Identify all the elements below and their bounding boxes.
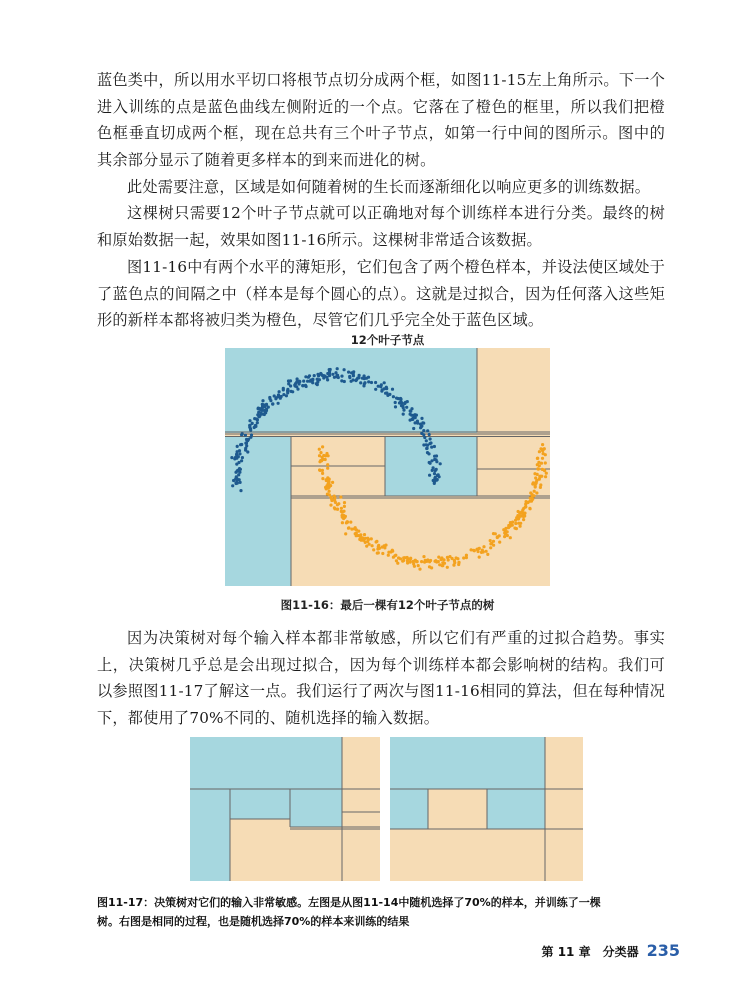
sample-point: [420, 417, 423, 420]
sample-point: [470, 548, 473, 551]
blue-region-middle: [385, 436, 477, 496]
sample-point: [544, 461, 547, 464]
figure-11-17-caption: [97, 893, 697, 931]
sample-point: [372, 548, 375, 551]
sample-point: [358, 538, 361, 541]
sample-point: [405, 406, 408, 409]
sample-point: [529, 491, 532, 494]
sample-point: [367, 380, 370, 383]
sample-point: [231, 484, 234, 487]
sample-point: [435, 468, 438, 471]
sample-point: [355, 532, 358, 535]
sample-point: [538, 450, 541, 453]
sample-point: [324, 486, 327, 489]
sample-point: [342, 510, 345, 513]
sample-point: [380, 383, 383, 386]
paragraph-3: 这棵树只需要12个叶子节点就可以正确地对每个训练样本进行分类。最终的树和原始数据一起，效果如图11-16所示。这棵树非常适合该数据。: [97, 204, 665, 249]
sample-point: [355, 378, 358, 381]
sample-point: [262, 403, 265, 406]
sample-point: [544, 475, 547, 478]
sample-point: [232, 479, 235, 482]
sample-point: [347, 371, 350, 374]
sample-point: [248, 419, 251, 422]
sample-point: [529, 507, 532, 510]
sample-point: [528, 500, 531, 503]
sample-point: [273, 394, 276, 397]
sample-point: [465, 554, 468, 557]
paragraph-2: 此处需要注意，区域是如何随着树的生长而逐渐细化以响应更多的训练数据。: [127, 178, 651, 196]
sample-point: [430, 459, 433, 462]
sample-point: [525, 500, 528, 503]
sample-point: [412, 560, 415, 563]
sample-point: [425, 443, 428, 446]
sample-point: [517, 510, 520, 513]
sample-point: [502, 528, 505, 531]
sample-point: [244, 434, 247, 437]
sample-point: [248, 426, 251, 429]
sample-point: [482, 545, 485, 548]
sample-point: [388, 393, 391, 396]
sample-point: [425, 447, 428, 450]
sample-point: [343, 368, 346, 371]
sample-point: [316, 373, 319, 376]
sample-point: [261, 413, 264, 416]
sample-point: [240, 459, 243, 462]
sample-point: [245, 438, 248, 441]
sample-point: [409, 419, 412, 422]
sample-point: [337, 376, 340, 379]
sample-point: [339, 496, 342, 499]
sample-point: [277, 402, 280, 405]
sample-point: [524, 505, 527, 508]
sample-point: [457, 561, 460, 564]
sample-point: [428, 474, 431, 477]
sample-point: [359, 381, 362, 384]
sample-point: [542, 452, 545, 455]
sample-point: [308, 374, 311, 377]
sample-point: [322, 458, 325, 461]
sample-point: [343, 505, 346, 508]
sample-point: [336, 503, 339, 506]
figure-11-17-caption-line-2: 树。右图是相同的过程，也是随机选择70%的样本来训练的结果: [97, 915, 410, 928]
sample-point: [346, 521, 349, 524]
sample-point: [451, 557, 454, 560]
sample-point: [516, 514, 519, 517]
sample-point: [296, 388, 299, 391]
sample-point: [482, 550, 485, 553]
sample-point: [503, 535, 506, 538]
sample-point: [374, 381, 377, 384]
sample-point: [261, 399, 264, 402]
sample-point: [412, 427, 415, 430]
sample-point: [362, 384, 365, 387]
sample-point: [411, 418, 414, 421]
sample-point: [381, 552, 384, 555]
sample-point: [326, 378, 329, 381]
sample-point: [302, 380, 305, 383]
sample-point: [494, 532, 497, 535]
sample-point: [425, 439, 428, 442]
sample-point: [473, 549, 476, 552]
sample-point: [327, 487, 330, 490]
figure-11-16-title: 12个叶子节点: [350, 333, 425, 347]
sample-point: [392, 395, 395, 398]
sample-point: [438, 475, 441, 478]
sample-point: [455, 556, 458, 559]
sample-point: [287, 382, 290, 385]
sample-point: [402, 406, 405, 409]
sample-point: [354, 526, 357, 529]
sample-point: [475, 548, 478, 551]
sample-point: [535, 491, 538, 494]
sample-point: [241, 456, 244, 459]
sample-point: [257, 407, 260, 410]
sample-point: [328, 490, 331, 493]
paragraph-1: 蓝色类中，所以用水平切口将根节点切分成两个框，如图11-15左上角所示。下一个进入训练的点是蓝色曲线左侧附近的一个点。它落在了橙色的框里，所以我们把橙色框垂直切成两个框，现在总共有三个叶子节点，如第一行中间的图所示。图中的其余部分显示了随着更多样本的到来而进化的树。: [97, 71, 665, 169]
sample-point: [387, 554, 390, 557]
sample-point: [363, 533, 366, 536]
figure-11-17-right-tree: [390, 737, 583, 881]
sample-point: [503, 531, 506, 534]
chapter-label: 第 11 章 分类器: [541, 945, 639, 959]
sample-point: [437, 556, 440, 559]
sample-point: [340, 507, 343, 510]
sample-point: [522, 518, 525, 521]
sample-point: [280, 395, 283, 398]
sample-point: [331, 481, 334, 484]
sample-point: [402, 413, 405, 416]
sample-point: [258, 415, 261, 418]
sample-point: [522, 515, 525, 518]
sample-point: [432, 466, 435, 469]
sample-point: [350, 528, 353, 531]
sample-point: [430, 446, 433, 449]
sample-point: [536, 457, 539, 460]
sample-point: [542, 468, 545, 471]
sample-point: [301, 384, 304, 387]
sample-point: [313, 374, 316, 377]
sample-point: [539, 486, 542, 489]
page-number: 235: [646, 941, 680, 960]
sample-point: [238, 452, 241, 455]
sample-point: [328, 370, 331, 373]
sample-point: [397, 397, 400, 400]
sample-point: [433, 472, 436, 475]
sample-point: [433, 445, 436, 448]
sample-point: [519, 525, 522, 528]
sample-point: [261, 406, 264, 409]
sample-point: [236, 450, 239, 453]
sample-point: [537, 468, 540, 471]
sample-point: [492, 540, 495, 543]
sample-point: [520, 511, 523, 514]
sample-point: [341, 521, 344, 524]
sample-point: [343, 501, 346, 504]
sample-point: [327, 454, 330, 457]
sample-point: [318, 468, 321, 471]
sample-point: [514, 522, 517, 525]
sample-point: [428, 442, 431, 445]
sample-point: [385, 391, 388, 394]
sample-point: [305, 385, 308, 388]
paragraph-4: 图11-16中有两个水平的薄矩形，它们包含了两个橙色样本，并设法使区域处于了蓝色点的间隔之中（样本是每个圆心的点）。这就是过拟合，因为任何落入这些矩形的新样本都将被归类为橙色，尽管它们几乎完全处于蓝色区域。: [97, 258, 665, 330]
sample-point: [306, 380, 309, 383]
sample-point: [489, 542, 492, 545]
sample-point: [349, 521, 352, 524]
sample-point: [350, 371, 353, 374]
sample-point: [370, 381, 373, 384]
sample-point: [318, 448, 321, 451]
sample-point: [532, 494, 535, 497]
sample-point: [489, 539, 492, 542]
sample-point: [321, 469, 324, 472]
sample-point: [326, 463, 329, 466]
sample-point: [531, 498, 534, 501]
sample-point: [263, 410, 266, 413]
page-footer: [542, 941, 680, 960]
figure-11-16-decision-regions: [225, 348, 550, 586]
figure-11-16-caption: 图11-16：最后一棵有12个叶子节点的树: [280, 598, 495, 612]
sample-point: [538, 464, 541, 467]
sample-point: [541, 443, 544, 446]
sample-point: [441, 564, 444, 567]
sample-point: [241, 432, 244, 435]
sample-point: [359, 533, 362, 536]
sample-point: [370, 537, 373, 540]
sample-point: [322, 454, 325, 457]
sample-point: [249, 429, 252, 432]
sample-point: [321, 477, 324, 480]
sample-point: [478, 556, 481, 559]
sample-point: [428, 560, 431, 563]
sample-point: [352, 378, 355, 381]
sample-point: [393, 554, 396, 557]
sample-point: [344, 532, 347, 535]
blue-region-top: [225, 348, 477, 433]
sample-point: [414, 421, 417, 424]
sample-point: [235, 463, 238, 466]
sample-point: [239, 489, 242, 492]
sample-point: [375, 540, 378, 543]
sample-point: [333, 496, 336, 499]
sample-point: [244, 449, 247, 452]
sample-point: [486, 553, 489, 556]
sample-point: [440, 558, 443, 561]
sample-point: [396, 562, 399, 565]
sample-point: [331, 373, 334, 376]
sample-point: [233, 457, 236, 460]
sample-point: [287, 379, 290, 382]
sample-point: [376, 552, 379, 555]
sample-point: [397, 556, 400, 559]
sample-point: [430, 566, 433, 569]
sample-point: [291, 390, 294, 393]
sample-point: [433, 455, 436, 458]
sample-point: [328, 374, 331, 377]
sample-point: [406, 561, 409, 564]
sample-point: [256, 418, 259, 421]
sample-point: [541, 457, 544, 460]
sample-point: [254, 424, 257, 427]
sample-point: [235, 482, 238, 485]
sample-point: [347, 526, 350, 529]
sample-point: [336, 367, 339, 370]
sample-point: [394, 401, 397, 404]
sample-point: [514, 519, 517, 522]
sample-point: [377, 385, 380, 388]
sample-point: [489, 546, 492, 549]
sample-point: [416, 560, 419, 563]
sample-point: [387, 551, 390, 554]
sample-point: [485, 550, 488, 553]
figure-11-17-caption-line-1: 图11-17：决策树对它们的输入非常敏感。左图是从图11-14中随机选择了70%的样本，并训练了一棵: [97, 896, 601, 909]
sample-point: [230, 456, 233, 459]
sample-point: [321, 445, 324, 448]
sample-point: [383, 381, 386, 384]
sample-point: [336, 508, 339, 511]
sample-point: [377, 545, 380, 548]
sample-point: [394, 405, 397, 408]
sample-point: [327, 482, 330, 485]
sample-point: [316, 378, 319, 381]
sample-point: [435, 460, 438, 463]
sample-point: [541, 449, 544, 452]
sample-point: [391, 550, 394, 553]
sample-point: [329, 504, 332, 507]
sample-point: [239, 481, 242, 484]
sample-point: [274, 397, 277, 400]
sample-point: [462, 556, 465, 559]
sample-point: [326, 467, 329, 470]
sample-point: [426, 429, 429, 432]
sample-point: [441, 561, 444, 564]
sample-point: [413, 565, 416, 568]
sample-point: [343, 516, 346, 519]
sample-point: [236, 445, 239, 448]
sample-point: [423, 436, 426, 439]
sample-point: [236, 455, 239, 458]
sample-point: [538, 476, 541, 479]
sample-point: [453, 561, 456, 564]
sample-point: [432, 479, 435, 482]
sample-point: [363, 374, 366, 377]
sample-point: [409, 557, 412, 560]
sample-point: [326, 478, 329, 481]
sample-point: [383, 546, 386, 549]
sample-point: [498, 534, 501, 537]
sample-point: [238, 467, 241, 470]
sample-point: [340, 375, 343, 378]
sample-point: [391, 388, 394, 391]
figure-11-17-left-tree: [190, 737, 380, 881]
sample-point: [348, 375, 351, 378]
sample-point: [282, 387, 285, 390]
sample-point: [442, 558, 445, 561]
sample-point: [428, 433, 431, 436]
sample-point: [439, 462, 442, 465]
sample-point: [399, 400, 402, 403]
sample-point: [328, 493, 331, 496]
sample-point: [422, 429, 425, 432]
sample-point: [402, 556, 405, 559]
sample-point: [404, 401, 407, 404]
sample-point: [537, 461, 540, 464]
sample-point: [426, 451, 429, 454]
sample-point: [374, 388, 377, 391]
sample-point: [447, 558, 450, 561]
sample-point: [311, 378, 314, 381]
sample-point: [519, 522, 522, 525]
sample-point: [446, 566, 449, 569]
sample-point: [371, 544, 374, 547]
sample-point: [366, 540, 369, 543]
sample-point: [423, 561, 426, 564]
sample-point: [409, 410, 412, 413]
sample-point: [420, 424, 423, 427]
sample-point: [315, 382, 318, 385]
sample-point: [523, 512, 526, 515]
sample-point: [385, 387, 388, 390]
sample-point: [321, 472, 324, 475]
sample-point: [509, 536, 512, 539]
sample-point: [321, 374, 324, 377]
sample-point: [285, 394, 288, 397]
sample-point: [536, 473, 539, 476]
sample-point: [532, 481, 535, 484]
sample-point: [513, 527, 516, 530]
sample-point: [420, 432, 423, 435]
sample-point: [417, 564, 420, 567]
sample-point: [333, 506, 336, 509]
sample-point: [435, 560, 438, 563]
sample-point: [429, 437, 432, 440]
sample-point: [271, 402, 274, 405]
sample-point: [286, 388, 289, 391]
sample-point: [406, 556, 409, 559]
sample-point: [319, 451, 322, 454]
sample-point: [278, 390, 281, 393]
sample-point: [509, 523, 512, 526]
paragraph-5: 因为决策树对每个输入样本都非常敏感，所以它们有严重的过拟合趋势。事实上，决策树几乎总是会出现过拟合，因为每个训练样本都会影响树的结构。我们可以参照图11-17了解这一点。我们运行了两次与图11-16相同的算法，但在每种情况下，都使用了70%不同的、随机选择的输入数据。: [97, 629, 665, 727]
sample-point: [298, 380, 301, 383]
sample-point: [250, 433, 253, 436]
sample-point: [239, 443, 242, 446]
sample-point: [420, 560, 423, 563]
sample-point: [533, 490, 536, 493]
sample-point: [277, 395, 280, 398]
sample-point: [368, 543, 371, 546]
sample-point: [535, 480, 538, 483]
sample-point: [343, 380, 346, 383]
sample-point: [256, 421, 259, 424]
sample-point: [364, 537, 367, 540]
sample-point: [268, 396, 271, 399]
sample-point: [365, 377, 368, 380]
sample-point: [418, 568, 421, 571]
sample-point: [244, 442, 247, 445]
sample-point: [331, 499, 334, 502]
sample-point: [422, 555, 425, 558]
sample-point: [498, 541, 501, 544]
